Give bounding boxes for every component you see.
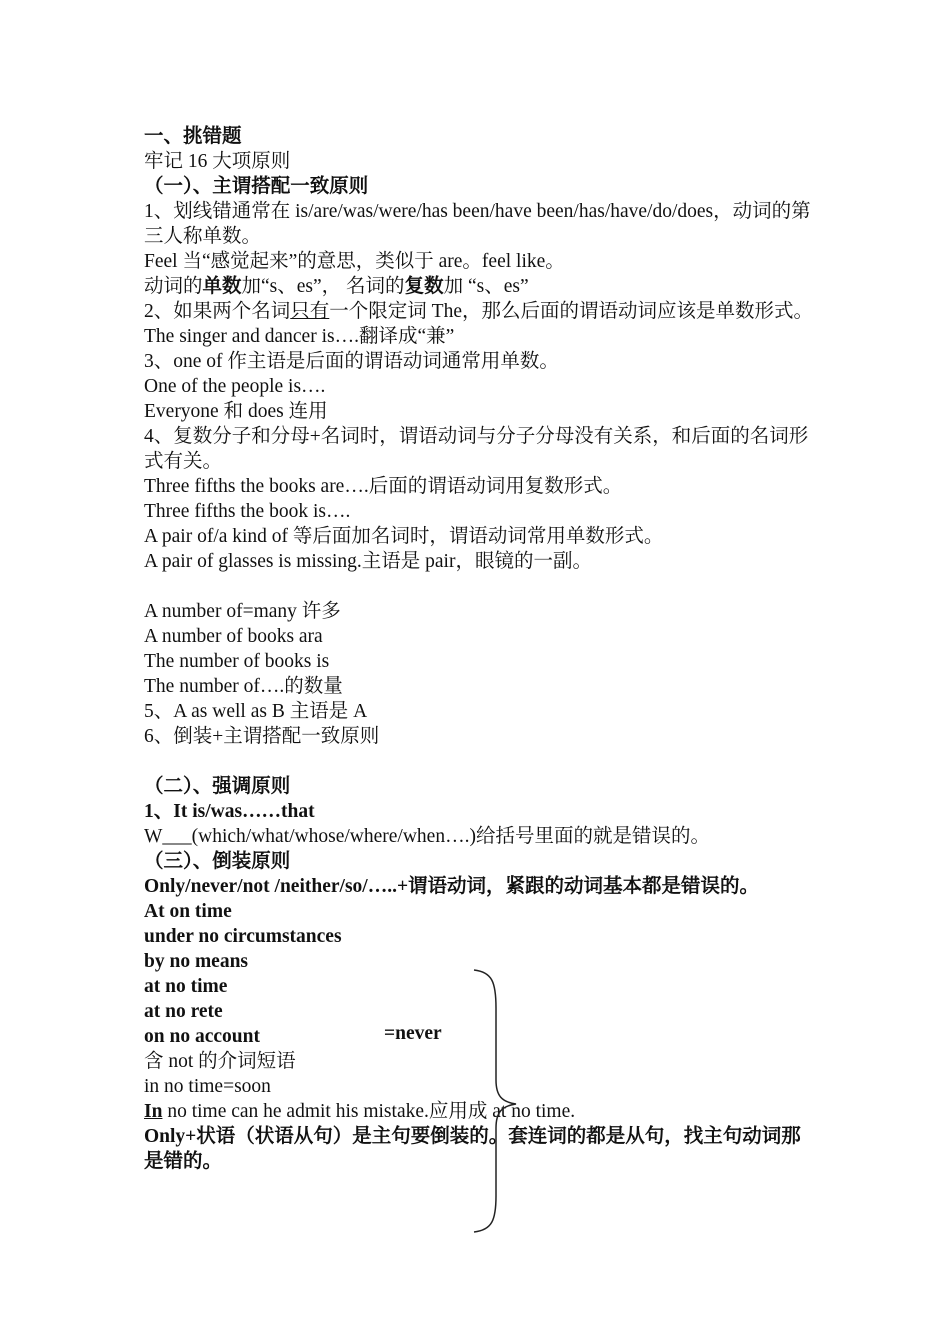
- phrase-item: on no account: [144, 1026, 260, 1047]
- text-line: 牢记 16 大项原则: [144, 151, 291, 172]
- phrase-item: at no rete: [144, 1001, 223, 1022]
- text-span: 加“s、es”， 名词的: [241, 276, 405, 297]
- phrase-item: by no means: [144, 951, 249, 972]
- right-brace-icon: [470, 968, 530, 1234]
- text-line: The number of books is: [144, 651, 330, 672]
- subsection-heading: （三）、倒装原则: [144, 851, 291, 872]
- blank-line: [144, 749, 814, 774]
- text-line: [144, 299, 814, 324]
- blank-line: [144, 574, 814, 599]
- text-line: Three fifths the book is….: [144, 501, 351, 522]
- text-line: The singer and dancer is….翻译成“兼”: [144, 326, 455, 347]
- text-line: Feel 当“感觉起来”的意思，类似于 are。feel like。: [144, 251, 565, 272]
- text-line: Everyone 和 does 连用: [144, 401, 328, 422]
- text-line: 1、It is/was……that: [144, 801, 315, 822]
- text-span: 2、如果两个名词: [144, 301, 291, 322]
- bold-span: 单数: [202, 276, 242, 297]
- text-line: [144, 274, 814, 299]
- text-line: One of the people is….: [144, 376, 326, 397]
- text-span: 动词的: [144, 276, 203, 297]
- subsection-heading: （一）、主谓搭配一致原则: [144, 176, 369, 197]
- text-line: in no time=soon: [144, 1076, 271, 1097]
- phrase-item: At on time: [144, 901, 232, 922]
- text-line: Only/never/not /neither/so/…..+谓语动词，紧跟的动词基本都是错误的。: [144, 876, 760, 897]
- text-line: 含 not 的介词短语: [144, 1051, 296, 1072]
- text-span: no time can he admit his mistake.应用成 at no time.: [162, 1101, 576, 1122]
- text-line: 6、倒装+主谓搭配一致原则: [144, 726, 380, 747]
- underlined-span: 只有: [290, 301, 330, 322]
- subsection-heading: （二）、强调原则: [144, 776, 291, 797]
- text-line: 5、A as well as B 主语是 A: [144, 701, 368, 722]
- text-span: 加 “s、es”: [443, 276, 529, 297]
- text-line: Only+状语（状语从句）是主句要倒装的。套连词的都是从句，找主句动词那是错的。: [144, 1126, 801, 1172]
- text-span: 一个限定词 The，那么后面的谓语动词应该是单数形式。: [329, 301, 813, 322]
- text-line: Three fifths the books are….后面的谓语动词用复数形式。: [144, 476, 623, 497]
- text-line: 4、复数分子和分母+名词时，谓语动词与分子分母没有关系，和后面的名词形式有关。: [144, 426, 809, 472]
- text-line: A pair of glasses is missing.主语是 pair，眼镜的一副。: [144, 551, 592, 572]
- text-line: The number of….的数量: [144, 676, 343, 697]
- text-line: A number of=many 许多: [144, 601, 341, 622]
- phrase-item: under no circumstances: [144, 926, 342, 947]
- equals-never-label: =never: [384, 1023, 442, 1044]
- text-line: 3、one of 作主语是后面的谓语动词通常用单数。: [144, 351, 559, 372]
- phrase-item: at no time: [144, 976, 228, 997]
- section-title: 一、挑错题: [144, 126, 242, 147]
- bold-underlined-span: In: [144, 1101, 163, 1122]
- text-line: A number of books ara: [144, 626, 323, 647]
- text-line: 1、划线错通常在 is/are/was/were/has been/have been/has/have/do/does，动词的第三人称单数。: [144, 201, 811, 247]
- bold-span: 复数: [404, 276, 444, 297]
- text-line: W___(which/what/whose/where/when….)给括号里面的就是错误的。: [144, 826, 710, 847]
- text-line: A pair of/a kind of 等后面加名词时，谓语动词常用单数形式。: [144, 526, 664, 547]
